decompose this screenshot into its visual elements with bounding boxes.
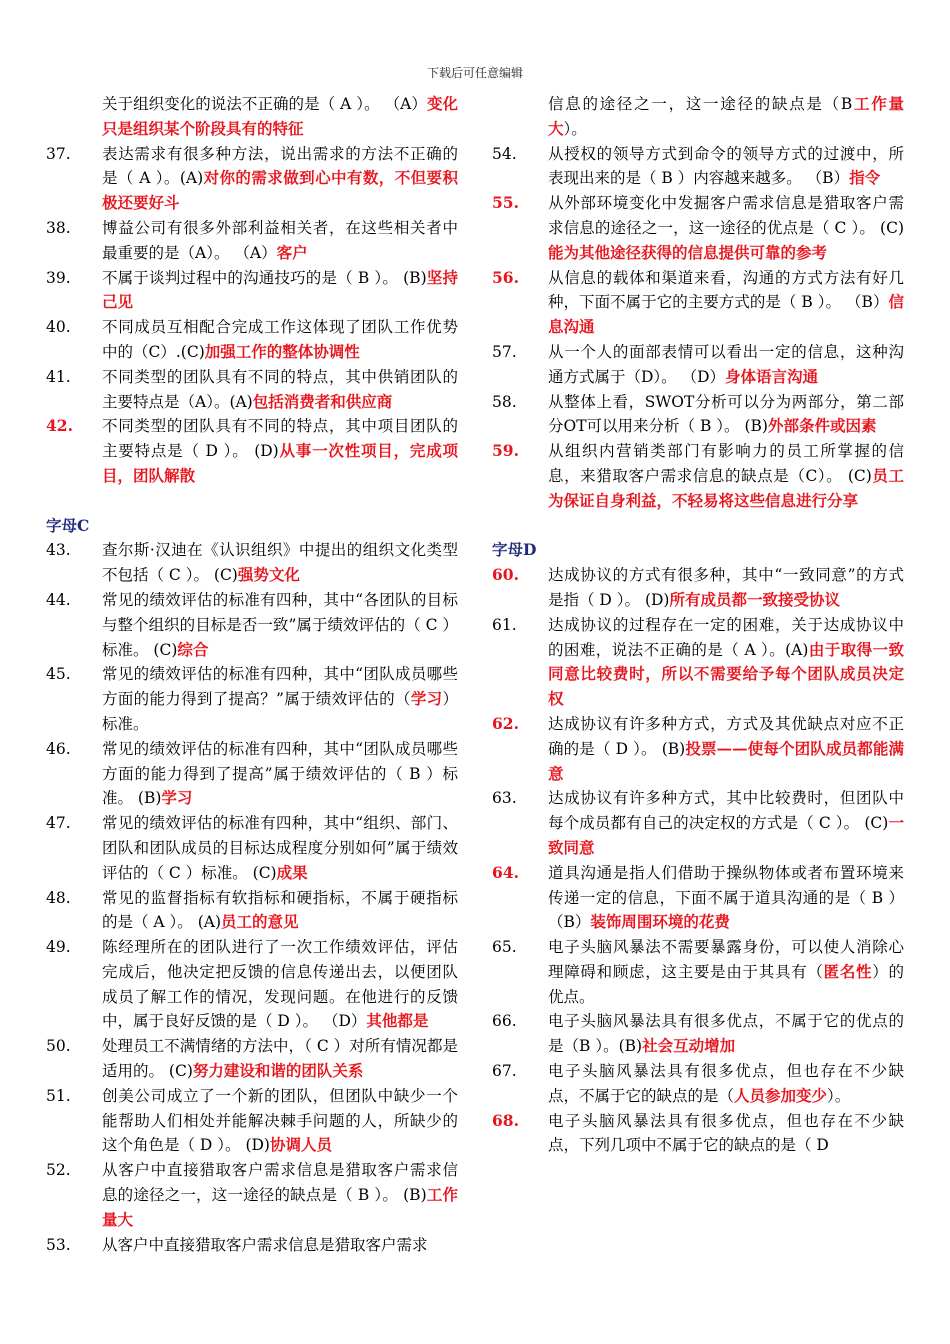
question-text — [548, 786, 904, 860]
question-stem: 从信息的载体和渠道来看，沟通的方式方法有好几种，下面不属于它的主要方式的是（ B ）。 （B） — [548, 268, 904, 312]
question-item — [46, 142, 476, 216]
answer-text: 综合 — [177, 639, 209, 659]
question-item — [46, 538, 476, 588]
question-item — [46, 216, 476, 266]
question-stem: 道具沟通是指人们借助于操纵物体或者布置环境来传递一定的信息，下面不属于道具沟通的是（ B ） （B） — [548, 863, 904, 932]
answer-text: 客户 — [276, 242, 308, 262]
question-item — [492, 340, 922, 390]
answer-text: 装饰周围环境的花费 — [590, 912, 730, 932]
question-item — [492, 390, 922, 440]
question-text — [548, 390, 904, 440]
answer-text: 学习 — [410, 689, 443, 709]
answer-text: 学习 — [161, 788, 193, 808]
question-stem: 电子头脑风暴法具有很多优点，但也存在不少缺点，不属于它的缺点的是（ — [548, 1062, 904, 1105]
question-number: 50. — [46, 1037, 71, 1056]
question-number: 64. — [492, 862, 519, 882]
question-number: 61. — [492, 615, 517, 634]
question-text — [548, 563, 904, 613]
question-stem: 常见的绩效评估的标准有四种，其中“团队成员哪些方面的能力得到了提高”属于绩效评估的（ B ）标准。 (B) — [102, 739, 458, 808]
question-text — [102, 266, 458, 316]
question-number: 46. — [46, 739, 71, 758]
answer-text: 外部条件或因素 — [767, 416, 877, 436]
question-item — [46, 935, 476, 1034]
question-stem: 查尔斯·汉迪在《认识组织》中提出的组织文化类型不包括（ C ）。 (C) — [102, 541, 458, 585]
question-tail: ）。 — [827, 1086, 851, 1105]
question-stem: 常见的监督指标有软指标和硬指标，不属于硬指标的是（ A ）。 (A) — [102, 888, 458, 932]
question-text — [102, 142, 458, 216]
question-number: 65. — [492, 938, 517, 957]
left-column — [46, 92, 476, 1257]
question-number: 53. — [46, 1235, 71, 1254]
question-text — [548, 613, 904, 712]
question-item — [492, 563, 922, 613]
question-number: 59. — [492, 441, 519, 461]
question-stem: 陈经理所在的团队进行了一次工作绩效评估，评估完成后，他决定把反馈的信息传递出去，以便团队成员了解工作的情况，发现问题。在他进行的反馈中，属于良好反馈的是（ D ）。 （D） — [102, 938, 458, 1031]
question-item — [492, 1059, 922, 1109]
answer-text: 员工为保证自身利益，不轻易将这些信息进行分享 — [548, 465, 904, 510]
question-number: 57. — [492, 342, 517, 361]
question-number: 68. — [492, 1110, 519, 1130]
question-number: 44. — [46, 590, 71, 609]
question-item — [492, 439, 922, 513]
question-number: 60. — [492, 565, 519, 585]
question-item — [46, 1158, 476, 1232]
answer-text: 协调人员 — [269, 1135, 332, 1155]
question-stem: 表达需求有很多种方法，说出需求的方法不正确的是（ A ）。(A) — [102, 144, 458, 188]
question-text — [102, 1034, 458, 1084]
answer-text: 坚持己见 — [102, 267, 458, 312]
question-text — [102, 737, 458, 811]
question-number: 56. — [492, 267, 519, 287]
question-stem: 从组织内营销类部门有影响力的员工所掌握的信息，来猎取客户需求信息的缺点是（C）。 (C) — [548, 442, 904, 485]
question-number: 66. — [492, 1012, 517, 1031]
question-item — [492, 266, 922, 340]
question-stem: 达成协议的过程存在一定的困难，关于达成协议中的困难，说法不正确的是（ A ）。(A) — [548, 615, 904, 659]
question-number: 51. — [46, 1086, 71, 1105]
question-stem: 电子头脑风暴法不需要暴露身份，可以使人消除心理障碍和顾虑，这主要是由于其具有（ — [548, 938, 904, 981]
answer-text: 对你的需求做到心中有数，不但要积极还要好斗 — [102, 168, 458, 213]
question-stem: 从外部环境变化中发掘客户需求信息是猎取客户需求信息的途径之一，这一途径的优点是（ C ）。 (C) — [548, 194, 904, 237]
question-stem: 不同类型的团队具有不同的特点，其中供销团队的主要特点是（A）。(A) — [102, 367, 458, 411]
answer-text: 所有成员都一致接受协议 — [669, 589, 840, 609]
question-stem: 电子头脑风暴法具有很多优点，但也存在不少缺点，下列几项中不属于它的缺点的是（ D — [548, 1111, 904, 1155]
question-stem: 从客户中直接猎取客户需求信息是猎取客户需求 — [102, 1235, 428, 1254]
question-text — [102, 935, 458, 1034]
question-number: 39. — [46, 268, 71, 287]
question-stem: 不属于谈判过程中的沟通技巧的是（ B ）。 (B) — [102, 268, 427, 287]
question-stem: 达成协议的方式有很多种，其中“一致同意”的方式是指（ D ）。 (D) — [548, 566, 904, 609]
question-text — [548, 1009, 904, 1059]
answer-text: 从事一次性项目，完成项目，团队解散 — [102, 441, 458, 485]
question-text — [548, 861, 904, 935]
answer-text: 努力建设和谐的团队关系 — [192, 1061, 364, 1081]
question-item — [46, 811, 476, 885]
question-number: 45. — [46, 665, 71, 684]
question-number: 38. — [46, 218, 71, 237]
question-text — [102, 811, 458, 885]
question-text — [548, 439, 904, 513]
answer-text: 指令 — [849, 168, 881, 188]
question-item — [46, 737, 476, 811]
question-item — [492, 935, 922, 1009]
answer-text: 其他都是 — [366, 1011, 429, 1031]
section-heading: 字母C — [46, 515, 90, 535]
answer-text: 工作量大 — [548, 94, 904, 138]
question-text — [102, 216, 458, 266]
answer-text: 变化只是组织某个阶段具有的特征 — [102, 94, 458, 138]
question-item — [46, 1084, 476, 1158]
question-item — [492, 92, 922, 142]
question-number: 52. — [46, 1161, 71, 1180]
question-text — [102, 1084, 458, 1158]
question-item — [492, 1009, 922, 1059]
answer-text: 人员参加变少 — [734, 1085, 828, 1105]
question-item — [46, 1034, 476, 1084]
question-item — [492, 786, 922, 860]
question-text — [548, 142, 904, 192]
answer-text: 员工的意见 — [221, 912, 299, 932]
question-text — [548, 712, 904, 786]
page-header: 下载后可任意编辑 — [426, 66, 523, 80]
question-stem: 常见的绩效评估的标准有四种，其中“各团队的目标与整个组织的目标是否一致”属于绩效评估的（ C ）标准。 (C) — [102, 590, 458, 659]
question-text — [102, 1158, 458, 1232]
answer-text: 匿名性 — [823, 961, 873, 981]
question-number: 49. — [46, 938, 71, 957]
question-item — [46, 414, 476, 488]
question-stem: 从整体上看，SWOT分析可以分为两部分，第二部分OT可以用来分析（ B ）。 (B) — [548, 392, 904, 436]
answer-text: 加强工作的整体协调性 — [204, 341, 360, 361]
question-tail: ）的优点。 — [548, 962, 904, 1006]
question-text — [102, 414, 458, 488]
question-stem: 常见的绩效评估的标准有四种，其中“团队成员哪些方面的能力得到了提高？”属于绩效评估的（ — [102, 665, 458, 709]
question-item — [492, 142, 922, 192]
question-text — [548, 191, 904, 265]
question-item — [492, 861, 922, 935]
question-item — [46, 266, 476, 316]
question-text — [102, 538, 458, 588]
question-item — [492, 613, 922, 712]
question-text — [102, 92, 458, 142]
question-item — [46, 1233, 476, 1258]
question-item — [46, 662, 476, 736]
question-number: 62. — [492, 713, 519, 733]
question-tail: ）标准。 — [102, 690, 458, 733]
question-text — [102, 315, 458, 365]
question-stem: 达成协议有许多种方式，其中比较费时，但团队中每个成员都有自己的决定权的方式是（ C ）。 (C) — [548, 789, 904, 833]
question-number: 63. — [492, 789, 517, 808]
answer-text: 强势文化 — [237, 565, 300, 585]
question-number: 54. — [492, 144, 517, 163]
question-text — [548, 92, 904, 142]
question-text — [548, 1109, 904, 1159]
question-stem: 常见的绩效评估的标准有四种，其中“组织、部门、团队和团队成员的目标达成程度分别如何”属于绩效评估的（ C ）标准。 (C) — [102, 814, 458, 882]
question-stem: 不同成员互相配合完成工作这体现了团队工作优势中的（C）.(C) — [102, 318, 458, 361]
question-item — [46, 588, 476, 662]
question-item — [46, 886, 476, 936]
section-heading: 字母D — [492, 540, 537, 560]
question-tail: ）。 — [563, 119, 587, 138]
question-text — [548, 935, 904, 1009]
question-number: 43. — [46, 541, 71, 560]
answer-text: 身体语言沟通 — [725, 366, 819, 386]
question-item — [492, 712, 922, 786]
question-item — [46, 92, 476, 142]
question-stem: 关于组织变化的说法不正确的是（ A ）。 （A） — [102, 95, 427, 113]
answer-text: 社会互动增加 — [642, 1036, 736, 1056]
question-number — [46, 92, 102, 142]
answer-text: 成果 — [276, 862, 308, 882]
question-number: 41. — [46, 367, 71, 386]
question-stem: 从授权的领导方式到命令的领导方式的过渡中，所表现出来的是（ B ）内容越来越多。 （B） — [548, 144, 904, 188]
question-number: 58. — [492, 392, 517, 411]
question-stem: 处理员工不满情绪的方法中，（ C ）对所有情况都是适用的。 (C) — [102, 1037, 458, 1081]
question-text — [102, 588, 458, 662]
question-number: 55. — [492, 193, 519, 213]
question-number: 67. — [492, 1062, 517, 1081]
question-number: 40. — [46, 318, 71, 337]
question-stem: 创美公司成立了一个新的团队，但团队中缺少一个能帮助人们相处并能解决棘手问题的人，所缺少的这个角色是（ D ）。 (D) — [102, 1086, 458, 1155]
question-stem: 达成协议有许多种方式，方式及其优缺点对应不正确的是（ D ）。 (B) — [548, 714, 904, 758]
question-stem: 博益公司有很多外部利益相关者，在这些相关者中最重要的是（A）。 （A） — [102, 218, 458, 262]
question-text — [102, 365, 458, 415]
question-number: 47. — [46, 814, 71, 833]
question-text — [102, 1233, 458, 1258]
question-text — [102, 662, 458, 736]
question-stem: 从一个人的面部表情可以看出一定的信息，这种沟通方式属于（D）。 （D） — [548, 342, 904, 386]
question-stem: 信息的途径之一，这一途径的缺点是（B — [548, 95, 853, 113]
question-text — [102, 886, 458, 936]
answer-text: 信息沟通 — [548, 292, 904, 337]
question-number — [492, 92, 548, 142]
answer-text: 一致同意 — [548, 813, 904, 857]
answer-text: 包括消费者和供应商 — [252, 391, 393, 411]
question-item — [46, 365, 476, 415]
question-item — [46, 315, 476, 365]
question-text — [548, 266, 904, 340]
answer-text: 由于取得一致同意比较费时，所以不需要给予每个团队成员决定权 — [548, 639, 904, 709]
question-stem: 不同类型的团队具有不同的特点，其中项目团队的主要特点是（ D ）。 (D) — [102, 417, 458, 461]
question-text — [548, 1059, 904, 1109]
answer-text: 投票——使每个团队成员都能满意 — [548, 738, 904, 783]
question-stem: 电子头脑风暴法具有很多优点，不属于它的优点的是（B ）。(B) — [548, 1012, 904, 1056]
question-item — [492, 1109, 922, 1159]
question-stem: 从客户中直接猎取客户需求信息是猎取客户需求信息的途径之一，这一途径的缺点是（ B ）。 (B) — [102, 1161, 458, 1205]
question-number: 48. — [46, 888, 71, 907]
right-column — [492, 92, 922, 1158]
question-text — [548, 340, 904, 390]
answer-text: 能为其他途径获得的信息提供可靠的参考 — [548, 242, 828, 262]
answer-text: 工作量大 — [102, 1185, 458, 1229]
question-number: 37. — [46, 144, 71, 163]
question-item — [492, 191, 922, 265]
question-number: 42. — [46, 416, 73, 436]
